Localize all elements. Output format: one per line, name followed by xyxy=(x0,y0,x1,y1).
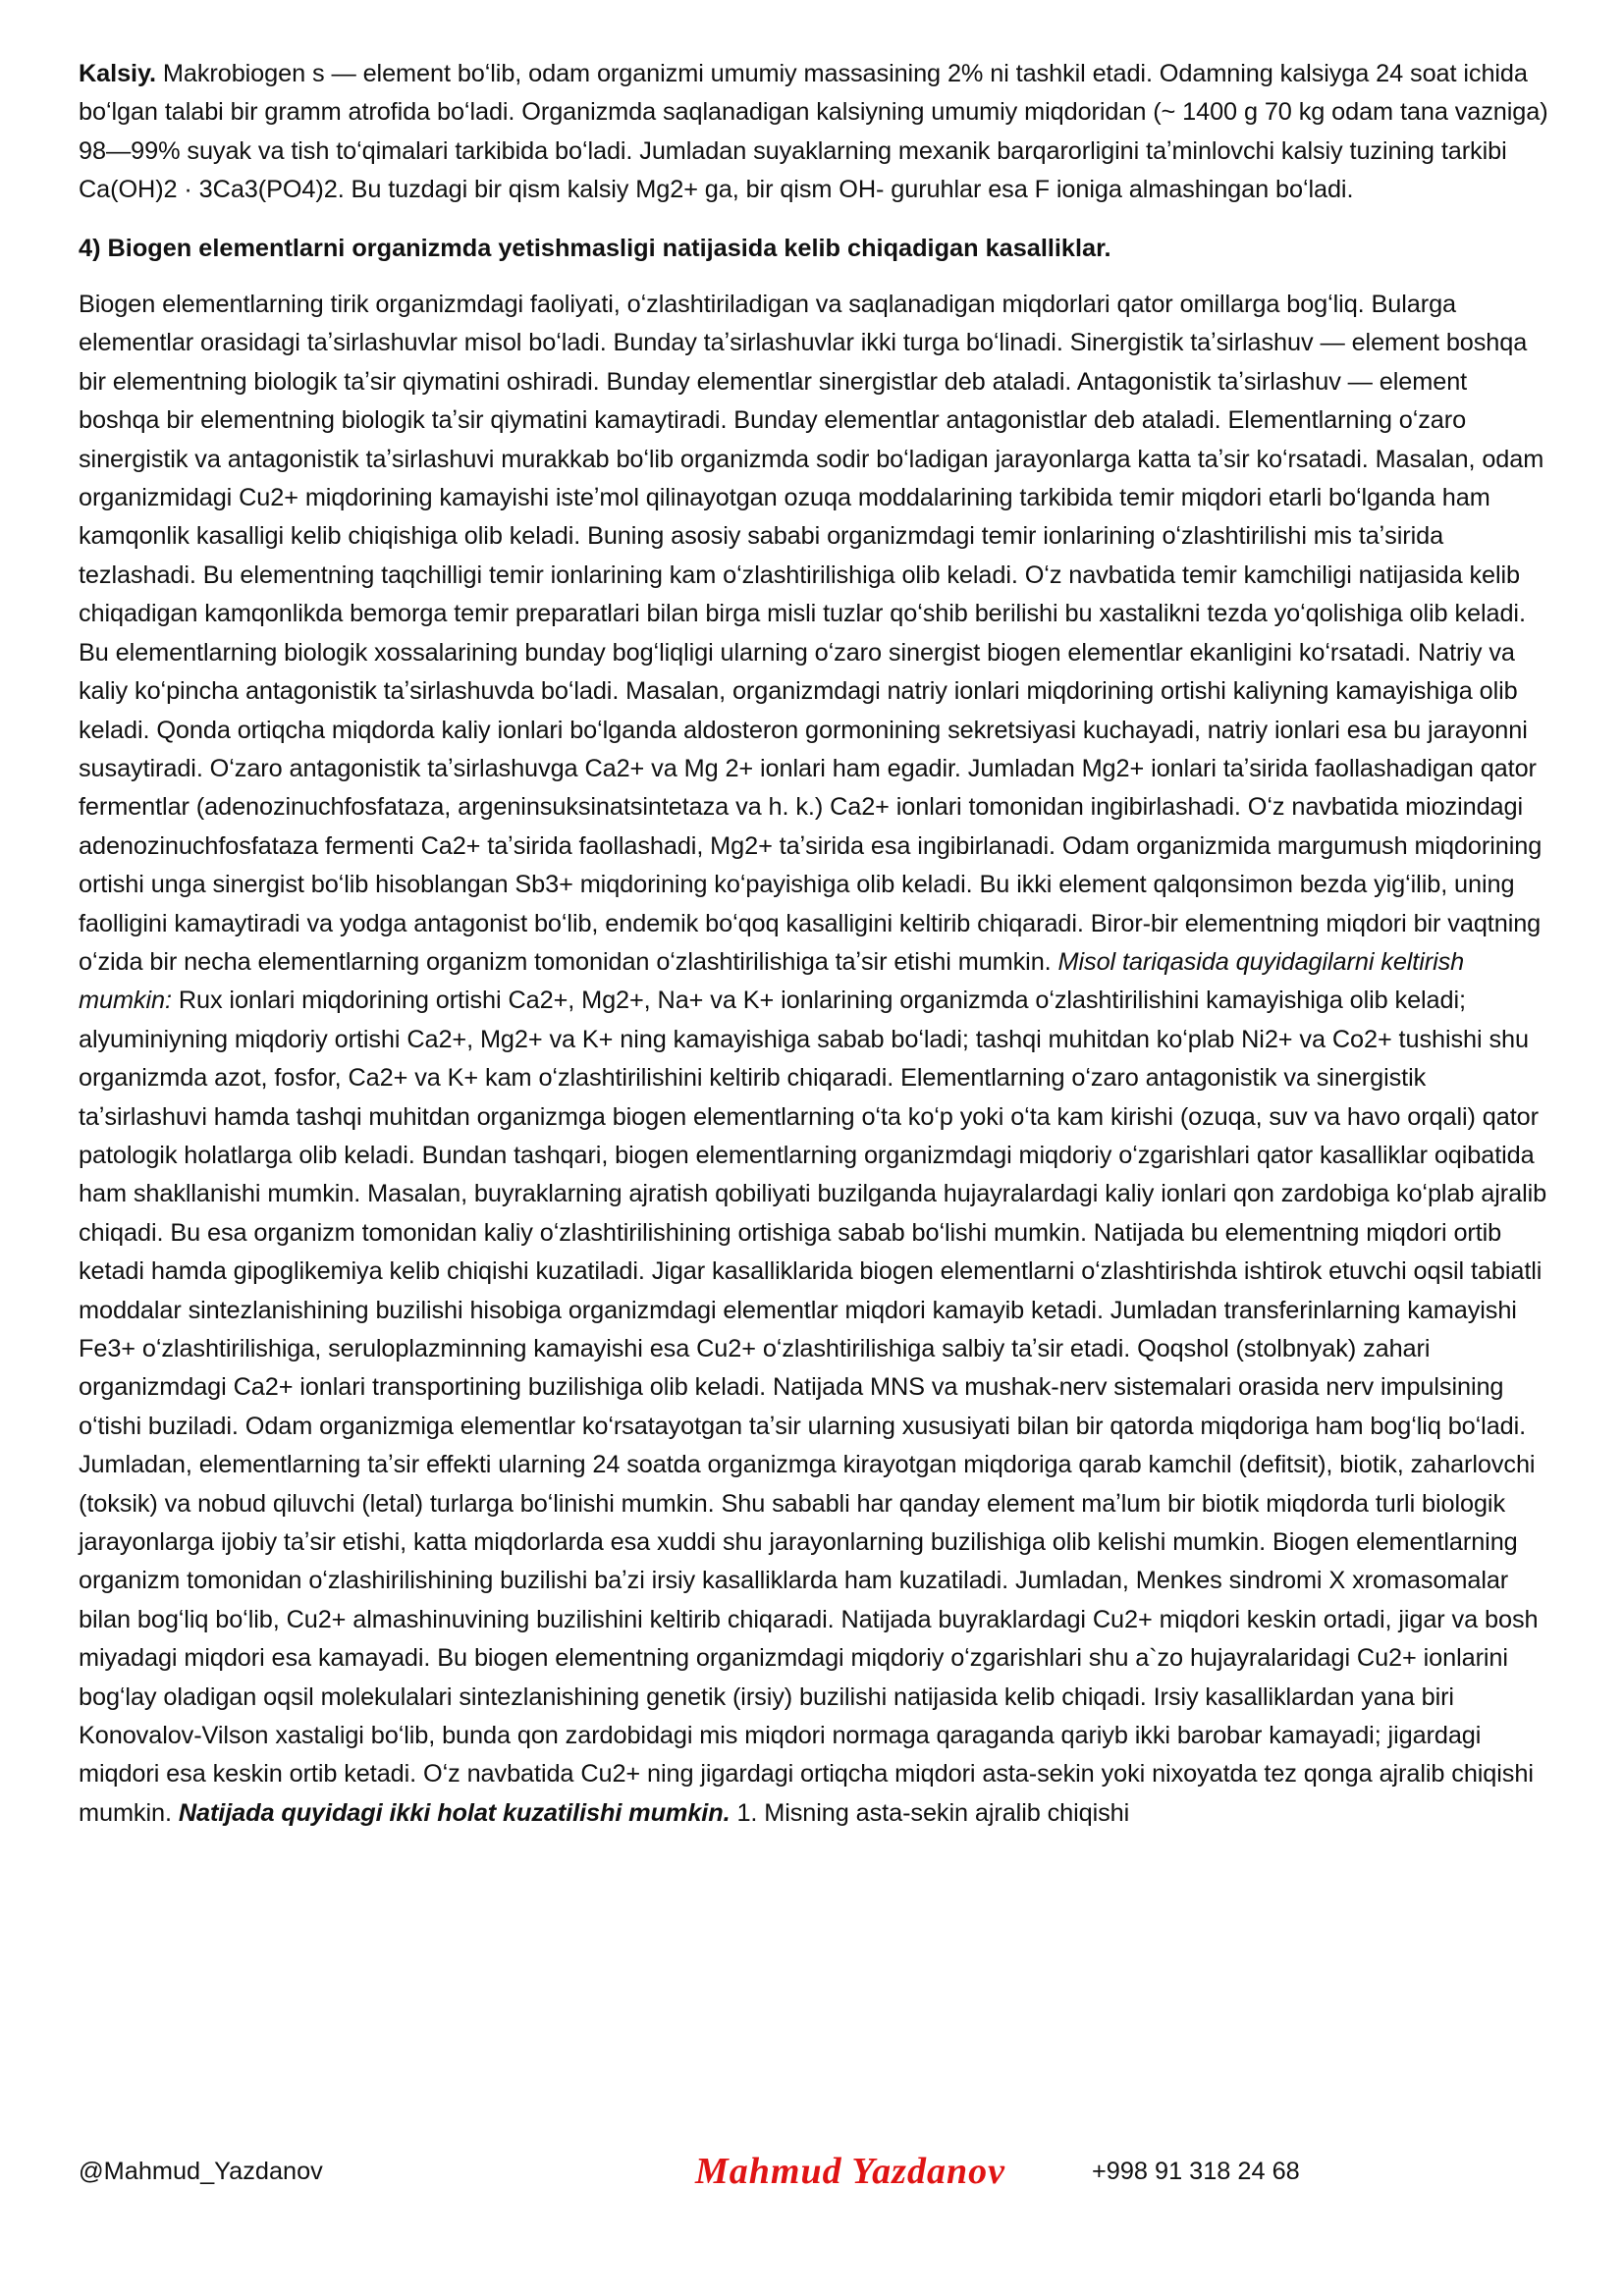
section-text-part2: Rux ionlari miqdorining ortishi Ca2+, Mg2+, Na+ va K+ ionlarining organizmda oʻzlashtirilishini kamayishiga olib keladi; alyuminiyning miqdoriy ortishi Ca2+, Mg2+ va K+ ning kamayishiga sabab boʻladi; tashqi muhitdan koʻplab Ni2+ va Co2+ tushishi shu organizmda azot, fosfor, Ca2+ va K+ kam oʻzlashtirilishini keltirib chiqaradi. Elementlarning oʻzaro antagonistik va sinergistik taʼsirlashuvi hamda tashqi muhitdan organizmga biogen elementlarning oʻta koʻp yoki oʻta kam kirishi (ozuqa, suv va havo orqali) qator patologik holatlarga olib keladi. Bundan tashqari, biogen elementlarning organizmdagi miqdoriy oʻzgarishlari qator kasalliklar oqibatida ham shakllanishi mumkin. Masalan, buyraklarning ajratish qobiliyati buzilganda hujayralardagi kaliy ionlari qon zardobiga koʻplab ajralib chiqadi. Bu esa organizm tomonidan kaliy oʻzlashtirilishining ortishiga sabab boʻlishi mumkin. Natijada bu elementning miqdori ortib ketadi hamda gipoglikemiya kelib chiqishi kuzatiladi. Jigar kasalliklarida biogen elementlarni oʻzlashtirishda ishtirok etuvchi oqsil tabiatli moddalar sintezlanishining buzilishi hisobiga organizmdagi elementlar miqdori kamayib ketadi. Jumladan transferinlarning kamayishi Fe3+ oʻzlashtirilishiga, seruloplazminning kamayishi esa Cu2+ oʻzlashtirilishiga salbiy taʼsir etadi. Qoqshol (stolbnyak) zahari organizmdagi Ca2+ ionlari transportining buzilishiga olib keladi. Natijada MNS va mushak-nerv sistemalari orasida nerv impulsining oʻtishi buziladi. Odam organizmiga elementlar koʻrsatayotgan taʼsir ularning xususiyati bilan bir qatorda miqdoriga ham bogʻliq boʻladi. Jumladan, elementlarning taʼsir effekti ularning 24 soatda organizmga kirayotgan miqdoriga qarab kamchil (defitsit), biotik, zaharlovchi (toksik) va nobud qiluvchi (letal) turlarga boʻlinishi mumkin. Shu sababli har qanday element maʼlum bir biotik miqdorda turli biologik jarayonlarga ijobiy taʼsir etishi, katta miqdorlarda esa xuddi shu jarayonlarning buzilishiga olib kelishi mumkin. Biogen elementlarning organizm tomonidan oʻzlashirilishining buzilishi baʼzi irsiy kasalliklarda ham kuzatiladi. Jumladan, Menkes sindromi X xromasomalar bilan bogʻliq boʻlib, Cu2+ almashinuvining buzilishini keltirib chiqaradi. Natijada buyraklardagi Cu2+ miqdori keskin ortadi, jigar va bosh miyadagi miqdori esa kamayadi. Bu biogen elementning organizmdagi miqdoriy oʻzgarishlari shu a`zo hujayralaridagi Cu2+ ionlarini bogʻlay oladigan oqsil molekulalari sintezlanishining genetik (irsiy) buzilishi natijasida kelib chiqadi. Irsiy kasalliklardan yana biri Konovalov-Vilson xastaligi boʻlib, bunda qon zardobidagi mis miqdori normaga qaraganda qariyb ikki barobar kamayadi; jigardagi miqdori esa keskin ortib ketadi. Oʻz navbatida Cu2+ ning jigardagi ortiqcha miqdori asta-sekin yoki nixoyatda tez qonga ajralib chiqishi mumkin. xyxy=(79,987,1547,1827)
page-footer xyxy=(79,2150,1551,2199)
page-body xyxy=(79,55,1551,1833)
kalsiy-label: Kalsiy. xyxy=(79,60,156,87)
kalsiy-text: Makrobiogen s — element boʻlib, odam organizmi umumiy massasining 2% ni tashkil etadi. Odamning kalsiyga 24 soat ichida boʻlgan talabi bir gramm atrofida boʻladi. Organizmda saqlanadigan kalsiyning umumiy miqdoridan (~ 1400 g 70 kg odam tana vazniga) 98—99% suyak va tish toʻqimalari tarkibida boʻladi. Jumladan suyaklarning mexanik barqarorligini taʼminlovchi kalsiy tuzining tarkibi Ca(OH)2 · 3Ca3(PO4)2. Bu tuzdagi bir qism kalsiy Mg2+ ga, bir qism OH- guruhlar esa F ioniga almashingan boʻladi. xyxy=(79,60,1548,204)
section-paragraph xyxy=(79,286,1551,1833)
section-text-part1: Biogen elementlarning tirik organizmdagi faoliyati, oʻzlashtiriladigan va saqlanadigan miqdorlari qator omillarga bogʻliq. Bularga elementlar orasidagi taʼsirlashuvlar misol boʻladi. Bunday taʼsirlashuvlar ikki turga boʻlinadi. Sinergistik taʼsirlashuv — element boshqa bir elementning biologik taʼsir qiymatini oshiradi. Bunday elementlar sinergistlar deb ataladi. Antagonistik taʼsirlashuv — element boshqa bir elementning biologik taʼsir qiymatini kamaytiradi. Bunday elementlar antagonistlar deb ataladi. Elementlarning oʻzaro sinergistik va antagonistik taʼsirlashuvi murakkab boʻlib organizmda sodir boʻladigan jarayonlarga katta taʼsir koʻrsatadi. Masalan, odam organizmidagi Cu2+ miqdorining kamayishi isteʼmol qilinayotgan ozuqa moddalarining tarkibida temir miqdori etarli boʻlganda ham kamqonlik kasalligi kelib chiqishiga olib keladi. Buning asosiy sababi organizmdagi temir ionlarining oʻzlashtirilishi mis taʼsirida tezlashadi. Bu elementning taqchilligi temir ionlarining kam oʻzlashtirilishiga olib keladi. Oʻz navbatida temir kamchiligi natijasida kelib chiqadigan kamqonlikda bemorga temir preparatlari bilan birga misli tuzlar qoʻshib berilishi bu xastalikni tezda yoʻqolishiga olib keladi. Bu elementlarning biologik xossalarining bunday bogʻliqligi ularning oʻzaro sinergist biogen elementlar ekanligini koʻrsatadi. Natriy va kaliy koʻpincha antagonistik taʼsirlashuvda boʻladi. Masalan, organizmdagi natriy ionlari miqdorining ortishi kaliyning kamayishiga olib keladi. Qonda ortiqcha miqdorda kaliy ionlari boʻlganda aldosteron gormonining sekretsiyasi kuchayadi, natriy ionlari esa bu jarayonni susaytiradi. Oʻzaro antagonistik taʼsirlashuvga Ca2+ va Mg 2+ ionlari ham egadir. Jumladan Mg2+ ionlari taʼsirida faollashadigan qator fermentlar (adenozinuchfosfataza, argeninsuksinatsintetaza va h. k.) Ca2+ ionlari tomonidan ingibirlashadi. Oʻz navbatida miozindagi adenozinuchfosfataza fermenti Ca2+ taʼsirida faollashadi, Mg2+ taʼsirida esa ingibirlanadi. Odam organizmida margumush miqdorining ortishi unga sinergist boʻlib hisoblangan Sb3+ miqdorining koʻpayishiga olib keladi. Bu ikki element qalqonsimon bezda yigʻilib, uning faolligini kamaytiradi va yodga antagonist boʻlib, endemik boʻqoq kasalligini keltirib chiqaradi. Biror-bir elementning miqdori bir vaqtning oʻzida bir necha elementlarning organizm tomonidan oʻzlashtirilishiga taʼsir etishi mumkin. xyxy=(79,291,1544,976)
signature-logo: Mahmud Yazdanov xyxy=(695,2151,1005,2192)
section-text-italic: Misol tariqasida quyidagilarni keltirish mumkin: xyxy=(79,947,1465,1015)
kalsiy-paragraph xyxy=(79,55,1551,210)
footer-phone: +998 91 318 24 68 xyxy=(1092,2158,1300,2185)
section-text-part3: 1. Misning asta-sekin ajralib chiqishi xyxy=(730,1798,1130,1827)
section-text-bold-italic: Natijada quyidagi ikki holat kuzatilishi mumkin. xyxy=(178,1798,731,1827)
section-heading: 4) Biogen elementlarni organizmda yetishmasligi natijasida kelib chiqadigan kasalliklar. xyxy=(79,234,1111,262)
footer-handle: @Mahmud_Yazdanov xyxy=(79,2158,323,2185)
